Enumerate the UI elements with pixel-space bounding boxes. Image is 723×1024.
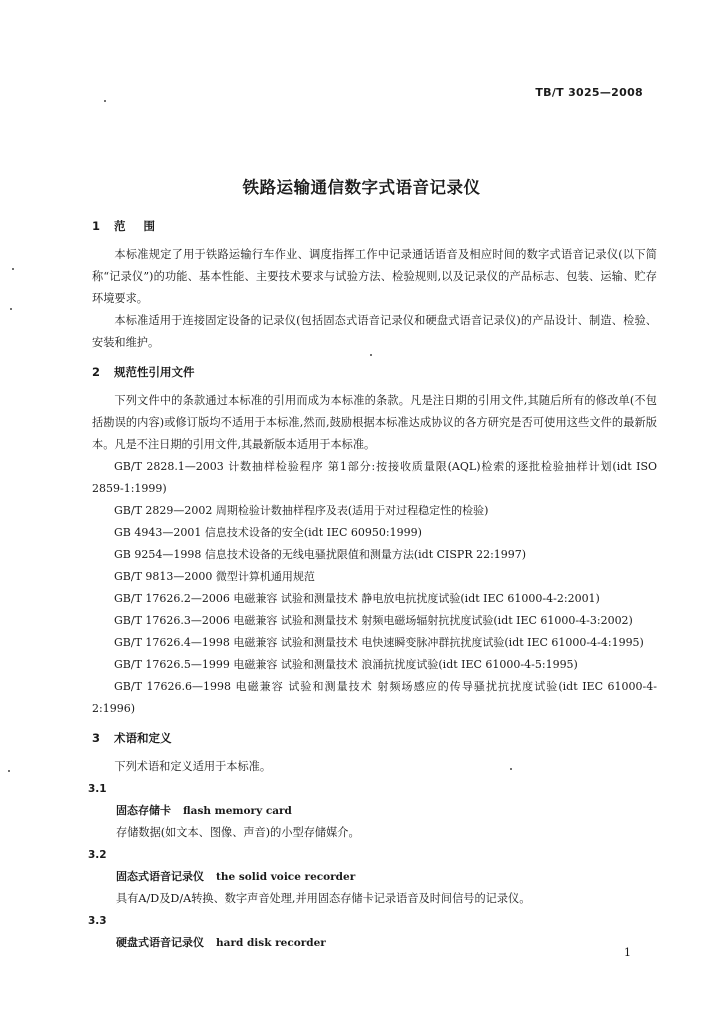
- section-2-heading: [92, 364, 657, 380]
- scan-speck: [8, 770, 10, 772]
- reference-item: GB/T 17626.3—2006 电磁兼容 试验和测量技术 射频电磁场辐射抗扰度试验(idt IEC 61000-4-3:2002): [114, 614, 633, 627]
- reference-item: GB/T 17626.6—1998 电磁兼容 试验和测量技术 射频场感应的传导骚扰抗扰度试验(idt IEC 61000-4-2:1996): [92, 680, 657, 715]
- section-title: 规范性引用文件: [114, 365, 195, 379]
- term-english: hard disk recorder: [216, 937, 326, 949]
- reference-item: GB/T 17626.2—2006 电磁兼容 试验和测量技术 静电放电抗扰度试验(idt IEC 61000-4-2:2001): [114, 592, 600, 605]
- scan-speck: [10, 308, 12, 310]
- section-title: 术语和定义: [114, 731, 172, 745]
- term-entry: [92, 932, 657, 954]
- reference-item: GB/T 2829—2002 周期检验计数抽样程序及表(适用于对过程稳定性的检验): [114, 504, 489, 517]
- section-number: 3: [92, 731, 101, 745]
- term-definition: 存储数据(如文本、图像、声音)的小型存储媒介。: [116, 826, 360, 839]
- scan-speck: [510, 768, 512, 770]
- reference-item: GB/T 17626.4—1998 电磁兼容 试验和测量技术 电快速瞬变脉冲群抗扰度试验(idt IEC 61000-4-4:1995): [114, 636, 644, 649]
- document-body: [88, 218, 657, 954]
- section-number: 2: [92, 365, 101, 379]
- section-1-heading: [92, 218, 657, 234]
- document-title: 铁路运输通信数字式语音记录仪: [242, 178, 481, 197]
- term-definition: 具有A/D及D/A转换、数字声音处理,并用固态存储卡记录语音及时间信号的记录仪。: [116, 892, 531, 905]
- paragraph: 本标准适用于连接固定设备的记录仪(包括固态式语音记录仪和硬盘式语音记录仪)的产品设计、制造、检验、安装和维护。: [92, 314, 657, 349]
- page-number: 1: [624, 946, 631, 959]
- reference-item: GB/T 17626.5—1999 电磁兼容 试验和测量技术 浪涌抗扰度试验(idt IEC 61000-4-5:1995): [114, 658, 578, 671]
- scan-speck: [12, 268, 14, 270]
- term-entry: [92, 866, 657, 888]
- term-chinese: 固态式语音记录仪: [116, 870, 204, 883]
- term-chinese: 固态存储卡: [116, 804, 171, 817]
- term-entry: [92, 800, 657, 822]
- reference-item: GB/T 9813—2000 微型计算机通用规范: [114, 570, 315, 583]
- term-number: 3.1: [88, 783, 107, 795]
- paragraph: 下列术语和定义适用于本标准。: [114, 760, 272, 773]
- standard-code: TB/T 3025—2008: [535, 86, 643, 99]
- reference-item: GB/T 2828.1—2003 计数抽样检验程序 第1部分:按接收质量限(AQL)检索的逐批检验抽样计划(idt ISO 2859-1:1999): [92, 460, 657, 495]
- reference-item: GB 9254—1998 信息技术设备的无线电骚扰限值和测量方法(idt CISPR 22:1997): [114, 548, 527, 561]
- section-title: 范围: [114, 219, 173, 233]
- paragraph: 下列文件中的条款通过本标准的引用而成为本标准的条款。凡是注日期的引用文件,其随后所有的修改单(不包括勘误的内容)或修订版均不适用于本标准,然而,鼓励根据本标准达成协议的各方研究是否可使用这些文件的最新版本。凡是不注日期的引用文件,其最新版本适用于本标准。: [92, 394, 657, 451]
- term-english: flash memory card: [183, 805, 292, 817]
- scan-speck: [370, 354, 372, 356]
- section-number: 1: [92, 219, 101, 233]
- term-number: 3.2: [88, 849, 107, 861]
- section-3-heading: [92, 730, 657, 746]
- paragraph: 本标准规定了用于铁路运输行车作业、调度指挥工作中记录通话语音及相应时间的数字式语音记录仪(以下简称“记录仪”)的功能、基本性能、主要技术要求与试验方法、检验规则,以及记录仪的产品标志、包装、运输、贮存环境要求。: [92, 248, 657, 305]
- term-chinese: 硬盘式语音记录仪: [116, 936, 204, 949]
- reference-item: GB 4943—2001 信息技术设备的安全(idt IEC 60950:1999): [114, 526, 422, 539]
- scan-speck: [104, 100, 106, 102]
- term-number: 3.3: [88, 915, 107, 927]
- term-english: the solid voice recorder: [216, 871, 356, 883]
